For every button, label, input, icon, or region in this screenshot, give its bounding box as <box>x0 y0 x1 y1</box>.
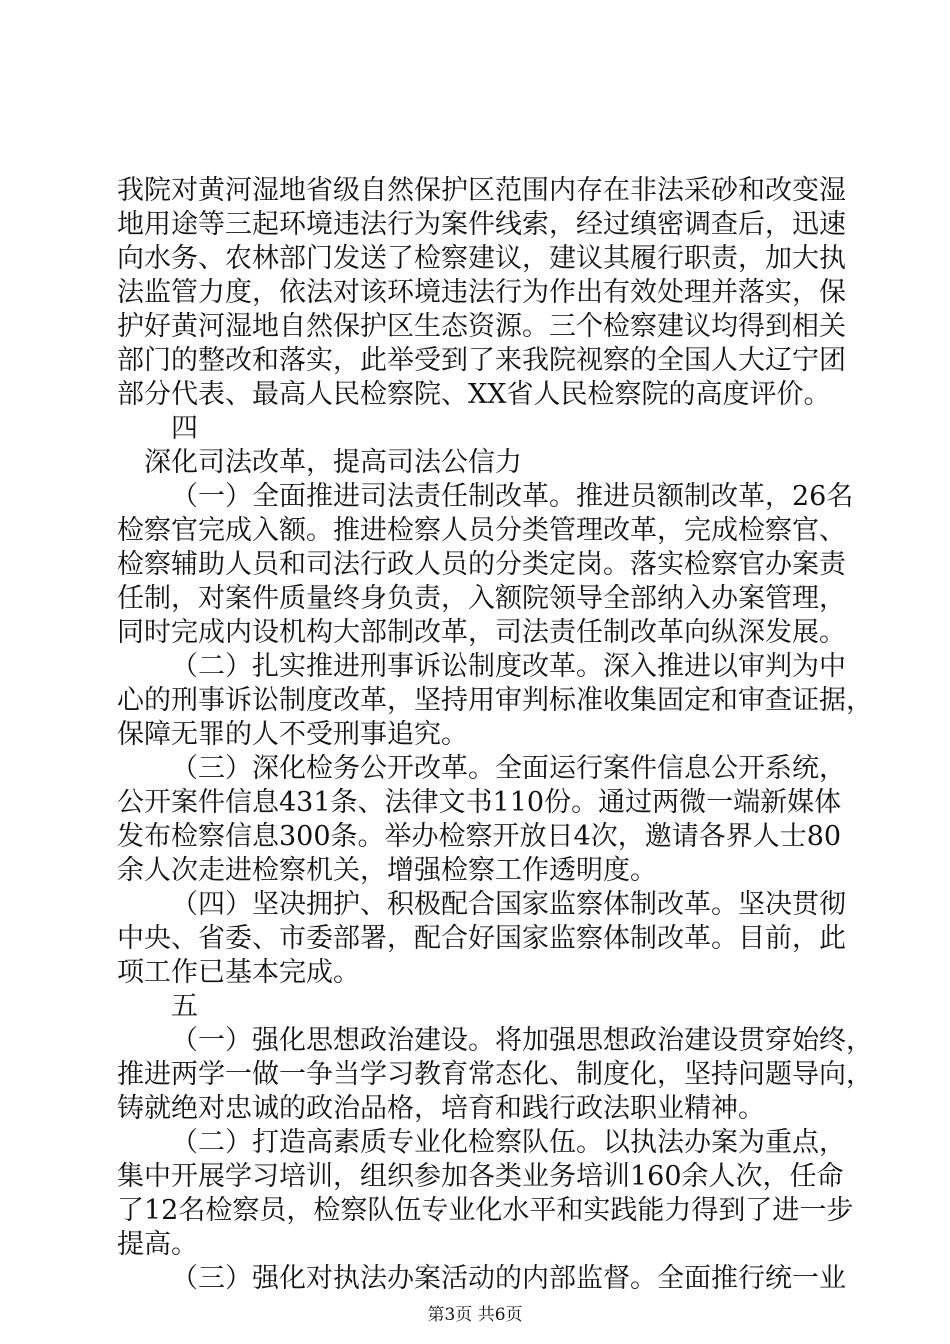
text-line: 向水务、农林部门发送了检察建议，建议其履行职责，加大执 <box>117 243 846 274</box>
text-line: 护好黄河湿地自然保护区生态资源。三个检察建议均得到相关 <box>117 311 846 342</box>
section-heading: 四 <box>171 413 198 444</box>
page-number-footer: 第3页 共6页 <box>427 1305 523 1325</box>
text-line: 推进两学一做一争当学习教育常态化、制度化，坚持问题导向， <box>117 1059 873 1090</box>
text-line: 检察官完成入额。推进检察人员分类管理改革，完成检察官、 <box>117 515 846 546</box>
text-line: （三）深化检务公开改革。全面运行案件信息公开系统， <box>171 753 846 784</box>
text-line: 地用途等三起环境违法行为案件线索，经过缜密调查后，迅速 <box>117 209 846 240</box>
text-line: 检察辅助人员和司法行政人员的分类定岗。落实检察官办案责 <box>117 549 846 580</box>
text-line: 公开案件信息431条、法律文书110份。通过两微一端新媒体 <box>117 787 842 818</box>
text-line: （四）坚决拥护、积极配合国家监察体制改革。坚决贯彻 <box>171 889 846 920</box>
text-line: （二）扎实推进刑事诉讼制度改革。深入推进以审判为中 <box>171 651 846 682</box>
section-heading: 五 <box>171 991 198 1022</box>
text-line: 集中开展学习培训，组织参加各类业务培训160余人次，任命 <box>117 1161 844 1192</box>
text-line: （二）打造高素质专业化检察队伍。以执法办案为重点， <box>171 1127 846 1158</box>
text-line: 提高。 <box>117 1229 198 1260</box>
text-line: （三）强化对执法办案活动的内部监督。全面推行统一业 <box>171 1263 846 1294</box>
text-line: 我院对黄河湿地省级自然保护区范围内存在非法采砂和改变湿 <box>117 175 846 206</box>
text-line: 部分代表、最高人民检察院、XX省人民检察院的高度评价。 <box>117 379 831 410</box>
text-line: （一）全面推进司法责任制改革。推进员额制改革，26名 <box>171 481 854 512</box>
section-title: 深化司法改革，提高司法公信力 <box>144 447 522 478</box>
text-line: 铸就绝对忠诚的政治品格，培育和践行政法职业精神。 <box>117 1093 765 1124</box>
text-line: 发布检察信息300条。举办检察开放日4次，邀请各界人士80 <box>117 821 842 852</box>
text-line: 部门的整改和落实，此举受到了来我院视察的全国人大辽宁团 <box>117 345 846 376</box>
text-line: 心的刑事诉讼制度改革，坚持用审判标准收集固定和审查证据， <box>117 685 873 716</box>
text-line: 了12名检察员，检察队伍专业化水平和实践能力得到了进一步 <box>117 1195 854 1226</box>
text-line: 项工作已基本完成。 <box>117 957 360 988</box>
text-line: 任制，对案件质量终身负责，入额院领导全部纳入办案管理， <box>117 583 846 614</box>
text-line: 法监管力度，依法对该环境违法行为作出有效处理并落实，保 <box>117 277 846 308</box>
text-line: 中央、省委、市委部署，配合好国家监察体制改革。目前，此 <box>117 923 846 954</box>
text-line: 余人次走进检察机关，增强检察工作透明度。 <box>117 855 657 886</box>
text-line: （一）强化思想政治建设。将加强思想政治建设贯穿始终， <box>171 1025 873 1056</box>
text-line: 同时完成内设机构大部制改革，司法责任制改革向纵深发展。 <box>117 617 846 648</box>
text-line: 保障无罪的人不受刑事追究。 <box>117 719 468 750</box>
